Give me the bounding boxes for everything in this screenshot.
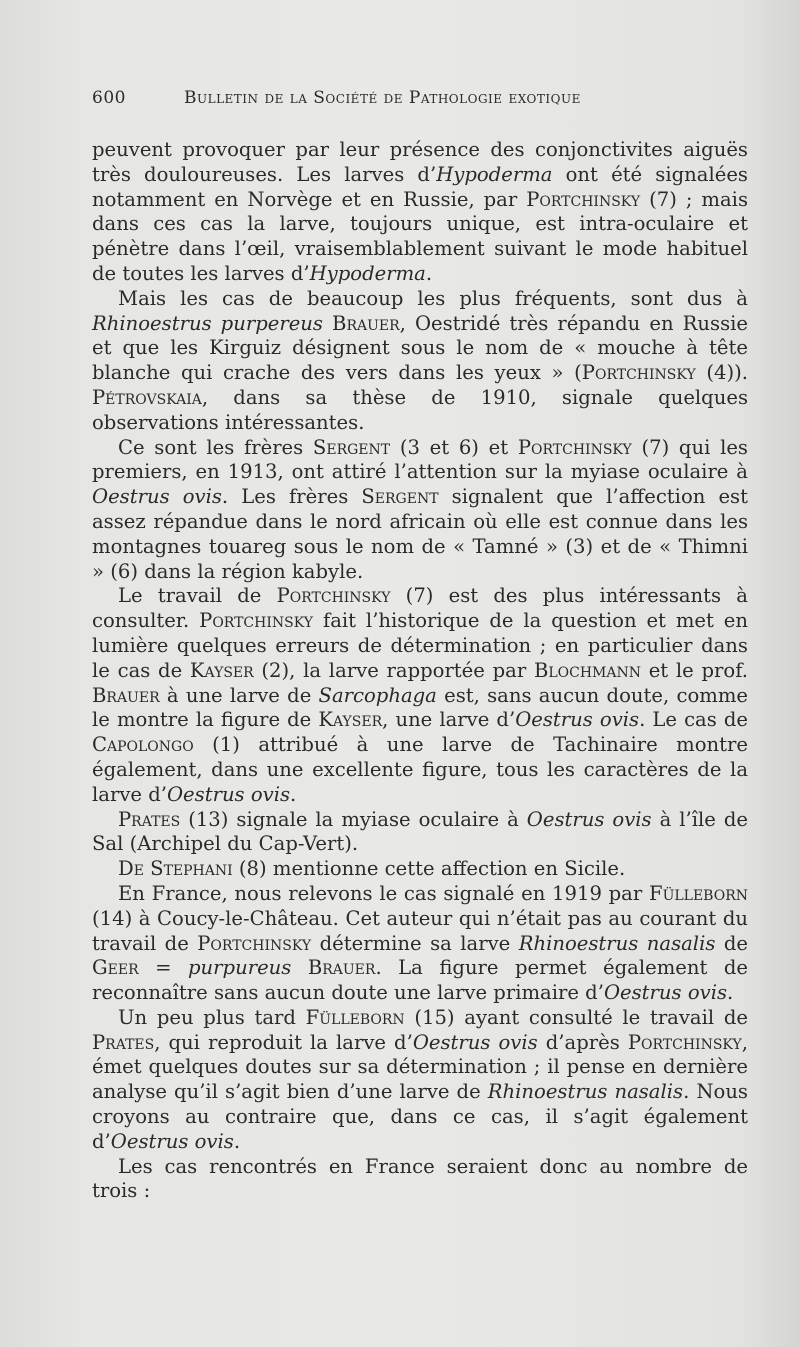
text-run: , qui reproduit la larve d’: [154, 1030, 413, 1054]
author-name: Portchinsky: [581, 361, 696, 385]
text-run: à l’île de Sal (Archipel du Cap-Vert).: [92, 807, 749, 856]
italic-run: Sarcophaga: [318, 683, 437, 707]
italic-run: Hypoderma: [436, 162, 553, 186]
text-run: , émet quelques doutes sur sa détermination ; il pense en dernière analyse qu’il s’agit bien d’une larve de: [92, 1030, 748, 1104]
text-run: et le prof.: [640, 658, 748, 682]
text-run: , une larve d’: [382, 708, 516, 732]
author-name: De Stephani: [118, 857, 233, 881]
author-name: Portchinsky: [517, 435, 632, 459]
italic-run: Rhinoestrus purpereus: [92, 311, 323, 335]
author-name: Blochmann: [533, 658, 641, 682]
text-run: . Le cas de: [639, 708, 749, 732]
italic-run: Oestrus ovis: [110, 1129, 234, 1153]
article-body: [92, 138, 748, 1204]
author-name: Brauer: [92, 683, 160, 707]
author-name: Portchinsky: [199, 609, 314, 633]
author-name: Prates: [92, 1030, 155, 1054]
paragraph: [92, 1155, 748, 1205]
author-name: Portchinsky: [197, 931, 312, 955]
author-name: Kayser: [318, 708, 383, 732]
text-run: à une larve de: [159, 683, 319, 707]
text-run: d’après: [537, 1030, 628, 1054]
text-run: [291, 956, 307, 979]
italic-run: Oestrus ovis: [603, 981, 728, 1005]
author-name: Capolongo: [92, 733, 194, 757]
italic-run: Hypoderma: [309, 261, 426, 285]
text-run: .: [727, 981, 734, 1005]
text-run: [323, 312, 332, 335]
text-run: . Les frères: [221, 485, 362, 509]
text-run: signalent que l’affection est assez répandue dans le nord africain où elle est connue dans les montagnes touareg sous le nom de « Tamné » (3) et de « Thimni » (6) dans la région kabyle.: [92, 485, 748, 583]
text-run: .: [290, 782, 297, 806]
text-run: , dans sa thèse de 1910, signale quelques observations intéressantes.: [92, 385, 748, 434]
paragraph: [92, 584, 748, 807]
author-name: Sergent: [361, 485, 439, 509]
paragraph: [92, 882, 748, 1006]
text-run: Mais les cas de beaucoup les plus fréquents, sont dus à: [118, 286, 748, 310]
author-name: Portchinsky: [526, 187, 641, 211]
journal-title: Bulletin de la Société de Pathologie exotique: [184, 88, 581, 108]
italic-run: purpureus: [188, 956, 292, 980]
paragraph: [92, 1006, 748, 1155]
text-run: (1) attribué à une larve de Tachinaire montre également, dans une excellente figure, tous les caractères de la larve d’: [92, 733, 748, 806]
text-run: de: [715, 931, 748, 955]
italic-run: Oestrus ovis: [526, 807, 652, 831]
text-run: (14) à Coucy-le-Château. Cet auteur qui n’était pas au courant du travail de: [92, 906, 748, 955]
italic-run: Oestrus ovis: [92, 485, 222, 509]
author-name: Portchinsky: [627, 1030, 742, 1054]
author-name: Geer: [92, 956, 139, 980]
text-run: (8) mentionne cette affection en Sicile.: [232, 857, 626, 881]
text-run: (7) est des plus intéressants à consulter.: [92, 584, 748, 633]
text-run: fait l’historique de la question et met en lumière quelques erreurs de détermination ; en particulier dans le cas de: [92, 609, 748, 682]
author-name: Prates: [118, 807, 181, 831]
text-run: , Oestridé très répandu en Russie et que les Kirguiz désignent sous le nom de « mouche à tête blanche qui crache des vers dans les yeux » (: [92, 311, 748, 385]
author-name: Fülleborn: [305, 1005, 405, 1029]
italic-run: Oestrus ovis: [412, 1030, 538, 1054]
text-run: . Nous croyons au contraire que, dans ce cas, il s’agit également d’: [92, 1080, 748, 1153]
text-run: Le travail de: [118, 584, 277, 608]
text-run: Un peu plus tard: [118, 1005, 306, 1029]
paragraph: [92, 857, 748, 882]
paragraph: [92, 138, 748, 287]
text-run: peuvent provoquer par leur présence des conjonctivites aiguës très douloureuses. Les larves d’: [92, 138, 748, 186]
author-name: Fülleborn: [648, 881, 748, 905]
author-name: Kayser: [189, 658, 254, 682]
paragraph: [92, 808, 748, 858]
text-run: est, sans aucun doute, comme le montre la figure de: [92, 683, 748, 732]
italic-run: Oestrus ovis: [166, 782, 291, 806]
italic-run: Oestrus ovis: [515, 708, 640, 732]
author-name: Pétrovskaia: [92, 385, 202, 409]
page-number: 600: [92, 88, 126, 108]
author-name: Portchinsky: [276, 584, 391, 608]
text-run: (7) qui les premiers, en 1913, ont attiré l’attention sur la myiase oculaire à: [92, 435, 748, 484]
text-run: Les cas rencontrés en France seraient donc au nombre de trois :: [92, 1154, 748, 1203]
text-run: Ce sont les frères: [118, 435, 313, 459]
text-run: En France, nous relevons le cas signalé en 1919 par: [118, 881, 649, 905]
paragraph: [92, 287, 748, 436]
text-run: (7) ; mais dans ces cas la larve, toujours unique, est intra-oculaire et pénètre dans l’œil, vraisemblablement suivant le mode habituel de toutes les larves d’: [92, 187, 749, 285]
text-run: (13) signale la myiase oculaire à: [180, 807, 527, 831]
author-name: Brauer: [307, 956, 376, 980]
text-run: . La figure permet également de reconnaître sans aucun doute une larve primaire d’: [92, 956, 748, 1005]
text-run: (3 et 6) et: [390, 435, 518, 459]
text-run: .: [425, 261, 433, 285]
text-run: (4)).: [695, 361, 748, 385]
italic-run: Rhinoestrus nasalis: [487, 1080, 684, 1104]
text-run: .: [233, 1129, 241, 1153]
author-name: Sergent: [312, 435, 391, 459]
text-run: ont été signalées notamment en Norvège et en Russie, par: [92, 162, 748, 211]
text-run: =: [138, 956, 189, 980]
text-run: (2), la larve rapportée par: [253, 658, 534, 682]
text-run: détermine sa larve: [311, 931, 519, 955]
paragraph: [92, 436, 748, 585]
italic-run: Rhinoestrus nasalis: [518, 931, 716, 955]
author-name: Brauer: [332, 311, 400, 335]
text-run: (15) ayant consulté le travail de: [404, 1005, 748, 1029]
